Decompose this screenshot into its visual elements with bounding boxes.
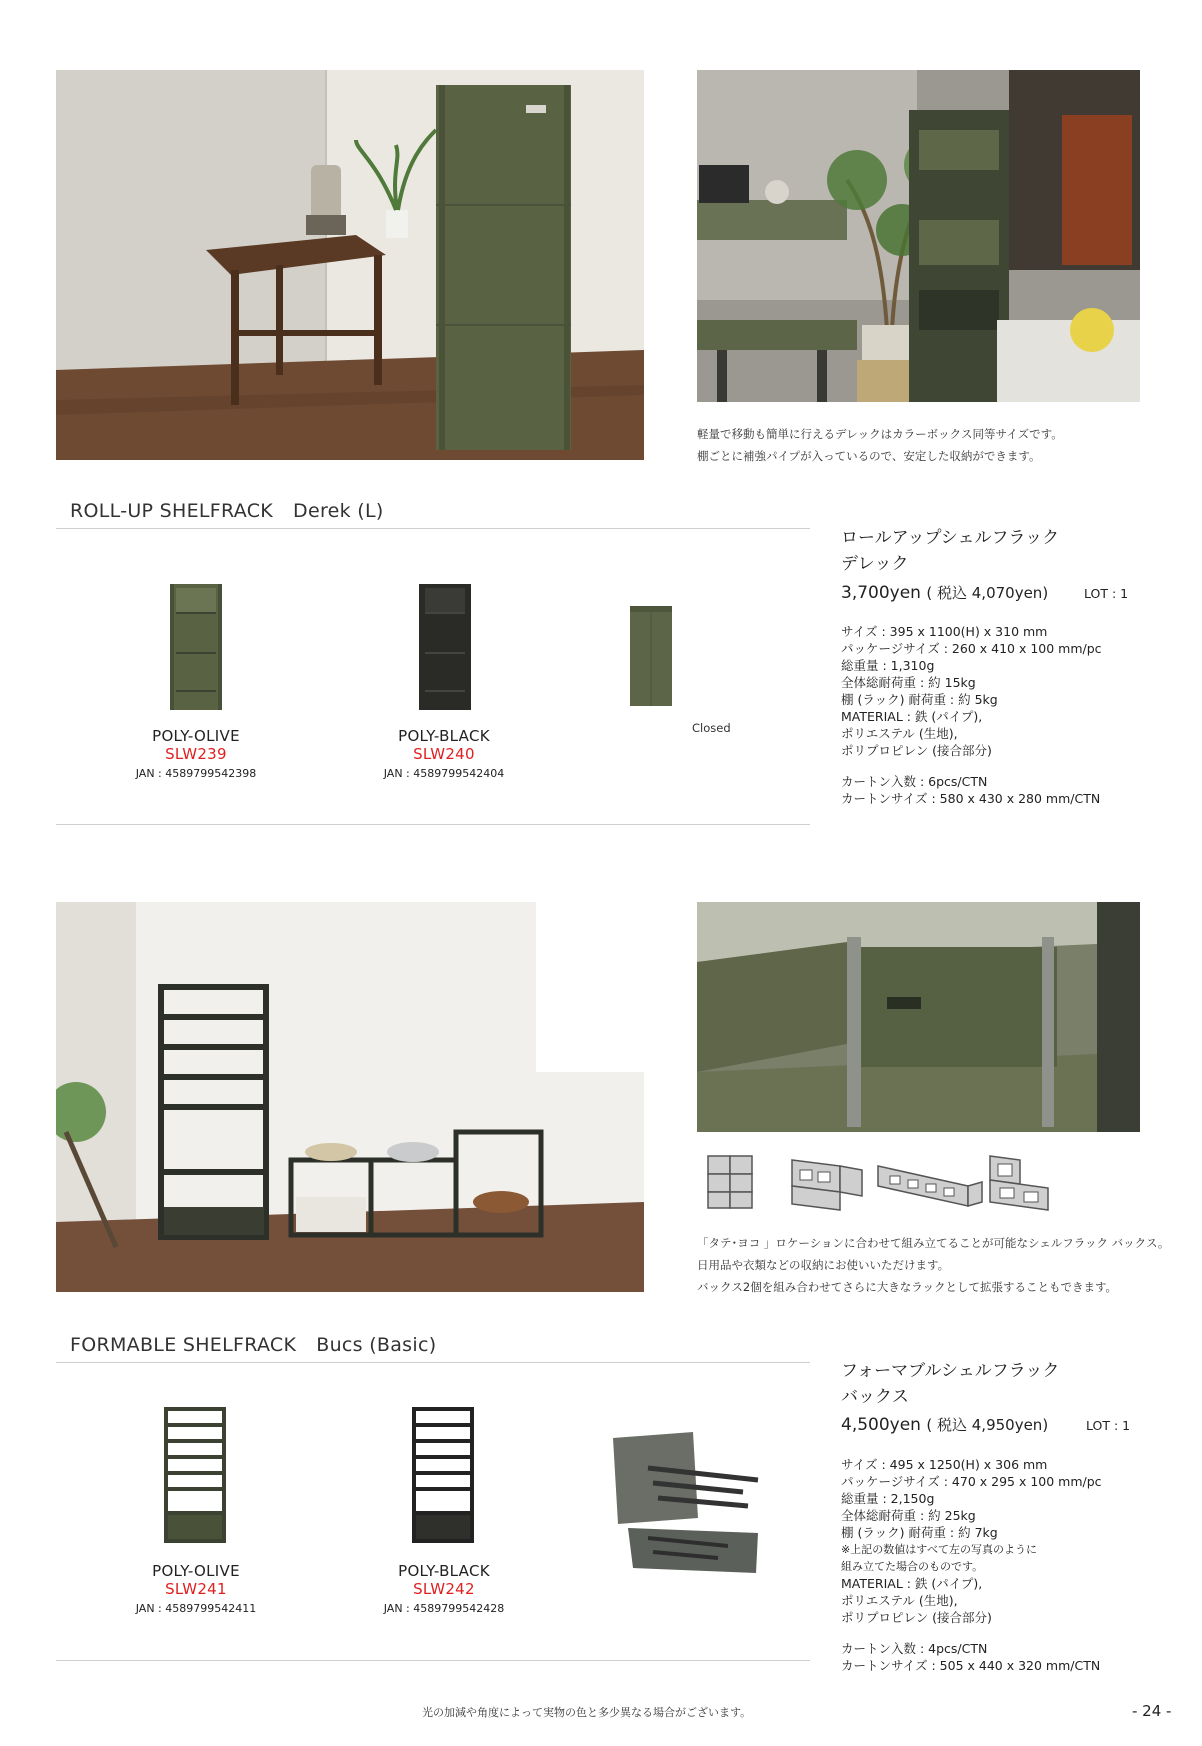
derek-price-value: 3,700yen xyxy=(841,583,921,603)
bucs-olive-product-image xyxy=(160,1405,230,1545)
bucs-black-product-image xyxy=(408,1405,478,1545)
variant-code: SLW240 xyxy=(413,745,475,763)
derek-jp-name-line-1: ロールアップシェルフラック xyxy=(841,528,1060,548)
bucs-caption xyxy=(697,1232,1169,1298)
derek-variant-olive xyxy=(106,727,286,780)
bucs-jp-name xyxy=(841,1358,1059,1410)
bucs-subtitle: Bucs (Basic) xyxy=(316,1334,437,1356)
carton-line: カートンサイズ : 580 x 430 x 280 mm/CTN xyxy=(841,791,1101,806)
variant-name: POLY-OLIVE xyxy=(152,727,240,745)
spec-line: 棚 (ラック) 耐荷重 : 約 7kg xyxy=(841,1525,998,1540)
bucs-configuration-icons xyxy=(700,1148,1060,1218)
spec-line: 総重量 : 1,310g xyxy=(841,658,935,673)
spec-line: ポリエステル (生地), xyxy=(841,726,958,741)
bucs-title-rule xyxy=(56,1362,810,1363)
spec-note-line: 組み立てた場合のものです。 xyxy=(841,1560,984,1573)
bucs-caption-line-3: バックス2個を組み合わせてさらに大きなラックとして拡張することもできます。 xyxy=(697,1280,1118,1294)
derek-black-product-image xyxy=(417,582,473,712)
spec-line: ポリエステル (生地), xyxy=(841,1593,958,1608)
bucs-closeup-photo xyxy=(697,902,1140,1132)
bucs-lot: LOT : 1 xyxy=(1086,1418,1131,1433)
spec-line: サイズ : 495 x 1250(H) x 306 mm xyxy=(841,1457,1048,1472)
variant-jan: JAN : 4589799542428 xyxy=(383,1602,505,1615)
derek-olive-product-image xyxy=(168,582,224,712)
derek-caption xyxy=(697,423,1063,467)
variant-code: SLW241 xyxy=(165,1580,227,1598)
derek-jp-name-line-2: デレック xyxy=(841,554,909,574)
spec-note-line: ※上記の数値はすべて左の写真のように xyxy=(841,1543,1037,1556)
derek-section-title xyxy=(70,500,384,522)
derek-jp-name xyxy=(841,525,1059,577)
bucs-room-photo xyxy=(56,902,644,1292)
derek-variant-black xyxy=(354,727,534,780)
derek-price-tax: ( 税込 4,070yen) xyxy=(926,584,1049,602)
variant-jan: JAN : 4589799542411 xyxy=(135,1602,257,1615)
spec-line: MATERIAL : 鉄 (パイプ), xyxy=(841,709,983,724)
derek-price xyxy=(841,582,1048,603)
bucs-bottom-rule xyxy=(56,1660,810,1661)
variant-name: POLY-OLIVE xyxy=(152,1562,240,1580)
bucs-jp-name-line-1: フォーマブルシェルフラック xyxy=(841,1361,1060,1381)
derek-caption-line-1: 軽量で移動も簡単に行えるデレックはカラーボックス同等サイズです。 xyxy=(697,427,1063,441)
variant-name: POLY-BLACK xyxy=(398,1562,490,1580)
bucs-caption-line-1: 「タテ･ヨコ 」ロケーションに合わせて組み立てることが可能なシェルフラック バックス。 xyxy=(697,1236,1170,1250)
carton-line: カートン入数 : 6pcs/CTN xyxy=(841,774,988,789)
derek-title-rule xyxy=(56,528,810,529)
bucs-variant-olive xyxy=(106,1562,286,1615)
bucs-section-title xyxy=(70,1334,436,1356)
spec-line: パッケージサイズ : 260 x 410 x 100 mm/pc xyxy=(841,641,1102,656)
bucs-specs xyxy=(841,1456,1102,1674)
derek-room-photo xyxy=(56,70,644,460)
spec-line: 総重量 : 2,150g xyxy=(841,1491,935,1506)
variant-code: SLW242 xyxy=(413,1580,475,1598)
variant-code: SLW239 xyxy=(165,745,227,763)
bucs-variant-black xyxy=(354,1562,534,1615)
spec-line: 全体総耐荷重 : 約 15kg xyxy=(841,675,976,690)
derek-specs xyxy=(841,623,1102,807)
carton-line: カートン入数 : 4pcs/CTN xyxy=(841,1641,988,1656)
bucs-price xyxy=(841,1414,1048,1435)
derek-caption-line-2: 棚ごとに補強パイプが入っているので、安定した収納ができます。 xyxy=(697,449,1041,463)
derek-closed-label: Closed xyxy=(692,721,731,735)
derek-lot: LOT : 1 xyxy=(1084,586,1129,601)
spec-line: サイズ : 395 x 1100(H) x 310 mm xyxy=(841,624,1048,639)
derek-interior-photo xyxy=(697,70,1140,402)
derek-closed-product-image xyxy=(628,604,674,708)
spec-line: 棚 (ラック) 耐荷重 : 約 5kg xyxy=(841,692,998,707)
bucs-jp-name-line-2: バックス xyxy=(841,1387,909,1407)
spec-line: MATERIAL : 鉄 (パイプ), xyxy=(841,1576,983,1591)
derek-subtitle: Derek (L) xyxy=(293,500,384,522)
bucs-price-value: 4,500yen xyxy=(841,1415,921,1435)
variant-jan: JAN : 4589799542404 xyxy=(383,767,505,780)
bucs-price-tax: ( 税込 4,950yen) xyxy=(926,1416,1049,1434)
spec-line: 全体総耐荷重 : 約 25kg xyxy=(841,1508,976,1523)
page-number: - 24 - xyxy=(1132,1702,1172,1720)
spec-line: ポリプロピレン (接合部分) xyxy=(841,1610,992,1625)
bucs-title: FORMABLE SHELFRACK xyxy=(70,1334,297,1356)
derek-bottom-rule xyxy=(56,824,810,825)
spec-line: パッケージサイズ : 470 x 295 x 100 mm/pc xyxy=(841,1474,1102,1489)
footer-note: 光の加減や角度によって実物の色と多少異なる場合がございます。 xyxy=(422,1706,752,1719)
carton-line: カートンサイズ : 505 x 440 x 320 mm/CTN xyxy=(841,1658,1101,1673)
variant-name: POLY-BLACK xyxy=(398,727,490,745)
variant-jan: JAN : 4589799542398 xyxy=(135,767,257,780)
bucs-package-contents-image xyxy=(608,1428,776,1578)
bucs-caption-line-2: 日用品や衣類などの収納にお使いいただけます。 xyxy=(697,1258,950,1272)
spec-line: ポリプロピレン (接合部分) xyxy=(841,743,992,758)
derek-title: ROLL-UP SHELFRACK xyxy=(70,500,274,522)
